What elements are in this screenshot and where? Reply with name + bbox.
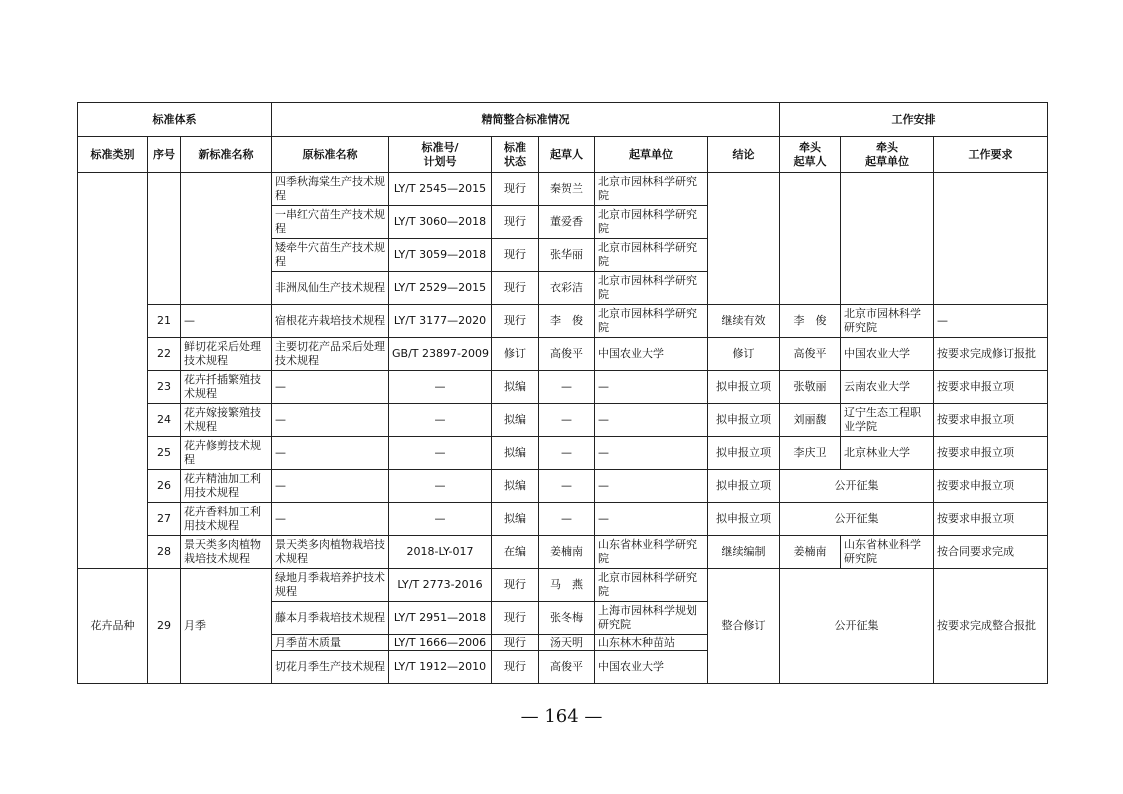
new-name: 花卉香料加工利用技术规程: [181, 503, 272, 536]
orig-name: 月季苗木质量: [272, 635, 389, 651]
conclusion: 拟申报立项: [708, 470, 780, 503]
orig-name: 非洲凤仙生产技术规程: [272, 272, 389, 305]
lead-drafter: 高俊平: [780, 338, 841, 371]
std-no: LY/T 3059—2018: [389, 239, 492, 272]
seq: 24: [148, 404, 181, 437]
drafter: 马 燕: [539, 569, 595, 602]
new-name: —: [181, 305, 272, 338]
col-category: 标准类别: [78, 137, 148, 173]
status: 拟编: [492, 503, 539, 536]
std-no: —: [389, 371, 492, 404]
unit: 北京市园林科学研究院: [595, 173, 708, 206]
lead-unit: 北京林业大学: [841, 437, 934, 470]
unit: —: [595, 371, 708, 404]
drafter: —: [539, 404, 595, 437]
requirement: 按要求申报立项: [934, 404, 1048, 437]
seq: 26: [148, 470, 181, 503]
status: 现行: [492, 239, 539, 272]
seq: 22: [148, 338, 181, 371]
standards-table: [77, 102, 1048, 684]
page-number: — 164 —: [520, 706, 603, 727]
unit: 山东林木种苗站: [595, 635, 708, 651]
status: 现行: [492, 206, 539, 239]
col-unit: 起草单位: [595, 137, 708, 173]
requirement: 按要求申报立项: [934, 503, 1048, 536]
table-row: [78, 371, 1048, 404]
seq: 23: [148, 371, 181, 404]
unit: 上海市园林科学规划研究院: [595, 602, 708, 635]
lead-unit: 北京市园林科学研究院: [841, 305, 934, 338]
orig-name: 主要切花产品采后处理技术规程: [272, 338, 389, 371]
conclusion: 继续有效: [708, 305, 780, 338]
unit: 北京市园林科学研究院: [595, 272, 708, 305]
orig-name: —: [272, 470, 389, 503]
col-lead-unit: 牵头 起草单位: [841, 137, 934, 173]
drafter: 姜楠南: [539, 536, 595, 569]
new-name: 花卉精油加工利用技术规程: [181, 470, 272, 503]
new-name: 花卉修剪技术规程: [181, 437, 272, 470]
lead-drafter: 刘丽馥: [780, 404, 841, 437]
drafter: 高俊平: [539, 651, 595, 684]
drafter: —: [539, 371, 595, 404]
table-row: [78, 305, 1048, 338]
seq: 28: [148, 536, 181, 569]
unit: —: [595, 404, 708, 437]
col-seq: 序号: [148, 137, 181, 173]
new-name: 月季: [181, 569, 272, 684]
std-no: LY/T 2773-2016: [389, 569, 492, 602]
std-no: —: [389, 404, 492, 437]
orig-name: 四季秋海棠生产技术规程: [272, 173, 389, 206]
conclusion: 拟申报立项: [708, 371, 780, 404]
new-name: 花卉扦插繁殖技术规程: [181, 371, 272, 404]
drafter: 张冬梅: [539, 602, 595, 635]
unit: 北京市园林科学研究院: [595, 206, 708, 239]
new-name-cell-empty: [181, 173, 272, 305]
conclusion: 拟申报立项: [708, 437, 780, 470]
header-group-system: 标准体系: [78, 103, 272, 137]
std-no: LY/T 2951—2018: [389, 602, 492, 635]
unit: 山东省林业科学研究院: [595, 536, 708, 569]
drafter: —: [539, 470, 595, 503]
table-row: [78, 404, 1048, 437]
col-status: 标准 状态: [492, 137, 539, 173]
lead-drafter: 姜楠南: [780, 536, 841, 569]
lead-unit: 云南农业大学: [841, 371, 934, 404]
requirement: 按要求申报立项: [934, 437, 1048, 470]
requirement: 按合同要求完成: [934, 536, 1048, 569]
status: 拟编: [492, 371, 539, 404]
lead-drafter: 李 俊: [780, 305, 841, 338]
seq-cell-empty: [148, 173, 181, 305]
std-no: LY/T 1666—2006: [389, 635, 492, 651]
col-orig-name: 原标准名称: [272, 137, 389, 173]
seq: 25: [148, 437, 181, 470]
lead-drafter: 张敬丽: [780, 371, 841, 404]
status: 现行: [492, 651, 539, 684]
table-row: [78, 437, 1048, 470]
requirement: 按要求完成修订报批: [934, 338, 1048, 371]
std-no: 2018-LY-017: [389, 536, 492, 569]
unit: —: [595, 470, 708, 503]
status: 现行: [492, 272, 539, 305]
col-new-name: 新标准名称: [181, 137, 272, 173]
lead-unit: 辽宁生态工程职业学院: [841, 404, 934, 437]
conclusion: 拟申报立项: [708, 404, 780, 437]
unit: 北京市园林科学研究院: [595, 239, 708, 272]
lead-unit: 山东省林业科学研究院: [841, 536, 934, 569]
table-row: [78, 173, 1048, 206]
header-group-work: 工作安排: [780, 103, 1048, 137]
table-row: [78, 338, 1048, 371]
status: 拟编: [492, 437, 539, 470]
table-row: [78, 470, 1048, 503]
new-name: 景天类多肉植物栽培技术规程: [181, 536, 272, 569]
drafter: 汤天明: [539, 635, 595, 651]
orig-name: 矮牵牛穴苗生产技术规程: [272, 239, 389, 272]
new-name: 鲜切花采后处理技术规程: [181, 338, 272, 371]
std-no: LY/T 3177—2020: [389, 305, 492, 338]
orig-name: 景天类多肉植物栽培技术规程: [272, 536, 389, 569]
std-no: GB/T 23897-2009: [389, 338, 492, 371]
orig-name: 宿根花卉栽培技术规程: [272, 305, 389, 338]
lead-drafter: 李庆卫: [780, 437, 841, 470]
orig-name: —: [272, 437, 389, 470]
header-group-status: 精简整合标准情况: [272, 103, 780, 137]
status: 现行: [492, 635, 539, 651]
status: 现行: [492, 602, 539, 635]
unit: 中国农业大学: [595, 651, 708, 684]
drafter: 秦贺兰: [539, 173, 595, 206]
lead-drafter-cell-empty: [780, 173, 841, 305]
status: 现行: [492, 305, 539, 338]
seq: 21: [148, 305, 181, 338]
drafter: 衣彩洁: [539, 272, 595, 305]
col-lead-drafter: 牵头 起草人: [780, 137, 841, 173]
drafter: 高俊平: [539, 338, 595, 371]
col-requirement: 工作要求: [934, 137, 1048, 173]
std-no: LY/T 2529—2015: [389, 272, 492, 305]
unit: —: [595, 503, 708, 536]
lead-unit: 中国农业大学: [841, 338, 934, 371]
std-no: —: [389, 437, 492, 470]
seq: 29: [148, 569, 181, 684]
std-no: —: [389, 470, 492, 503]
conclusion-cell-empty: [708, 173, 780, 305]
col-conclusion: 结论: [708, 137, 780, 173]
status: 拟编: [492, 404, 539, 437]
std-no: LY/T 2545—2015: [389, 173, 492, 206]
category: 花卉品种: [78, 569, 148, 684]
orig-name: —: [272, 371, 389, 404]
status: 现行: [492, 173, 539, 206]
requirement: 按要求完成整合报批: [934, 569, 1048, 684]
conclusion: 整合修订: [708, 569, 780, 684]
header-group-row: [78, 103, 1048, 137]
status: 在编: [492, 536, 539, 569]
orig-name: —: [272, 404, 389, 437]
col-drafter: 起草人: [539, 137, 595, 173]
orig-name: 一串红穴苗生产技术规程: [272, 206, 389, 239]
seq: 27: [148, 503, 181, 536]
requirement: —: [934, 305, 1048, 338]
lead-unit-cell-empty: [841, 173, 934, 305]
orig-name: 藤本月季栽培技术规程: [272, 602, 389, 635]
conclusion: 修订: [708, 338, 780, 371]
status: 拟编: [492, 470, 539, 503]
orig-name: —: [272, 503, 389, 536]
std-no: LY/T 1912—2010: [389, 651, 492, 684]
lead-open-call: 公开征集: [780, 503, 934, 536]
drafter: —: [539, 437, 595, 470]
header-column-row: [78, 137, 1048, 173]
std-no: LY/T 3060—2018: [389, 206, 492, 239]
requirement-cell-empty: [934, 173, 1048, 305]
status: 现行: [492, 569, 539, 602]
unit: 北京市园林科学研究院: [595, 569, 708, 602]
drafter: 张华丽: [539, 239, 595, 272]
col-std-no: 标准号/ 计划号: [389, 137, 492, 173]
unit: 中国农业大学: [595, 338, 708, 371]
unit: —: [595, 437, 708, 470]
lead-open-call: 公开征集: [780, 470, 934, 503]
conclusion: 拟申报立项: [708, 503, 780, 536]
category-cell-empty: [78, 173, 148, 569]
requirement: 按要求申报立项: [934, 470, 1048, 503]
conclusion: 继续编制: [708, 536, 780, 569]
requirement: 按要求申报立项: [934, 371, 1048, 404]
table-row: [78, 536, 1048, 569]
drafter: 李 俊: [539, 305, 595, 338]
table-row: [78, 503, 1048, 536]
status: 修订: [492, 338, 539, 371]
lead-open-call: 公开征集: [780, 569, 934, 684]
drafter: 董爱香: [539, 206, 595, 239]
std-no: —: [389, 503, 492, 536]
unit: 北京市园林科学研究院: [595, 305, 708, 338]
table-row: [78, 569, 1048, 602]
drafter: —: [539, 503, 595, 536]
new-name: 花卉嫁接繁殖技术规程: [181, 404, 272, 437]
orig-name: 切花月季生产技术规程: [272, 651, 389, 684]
orig-name: 绿地月季栽培养护技术规程: [272, 569, 389, 602]
